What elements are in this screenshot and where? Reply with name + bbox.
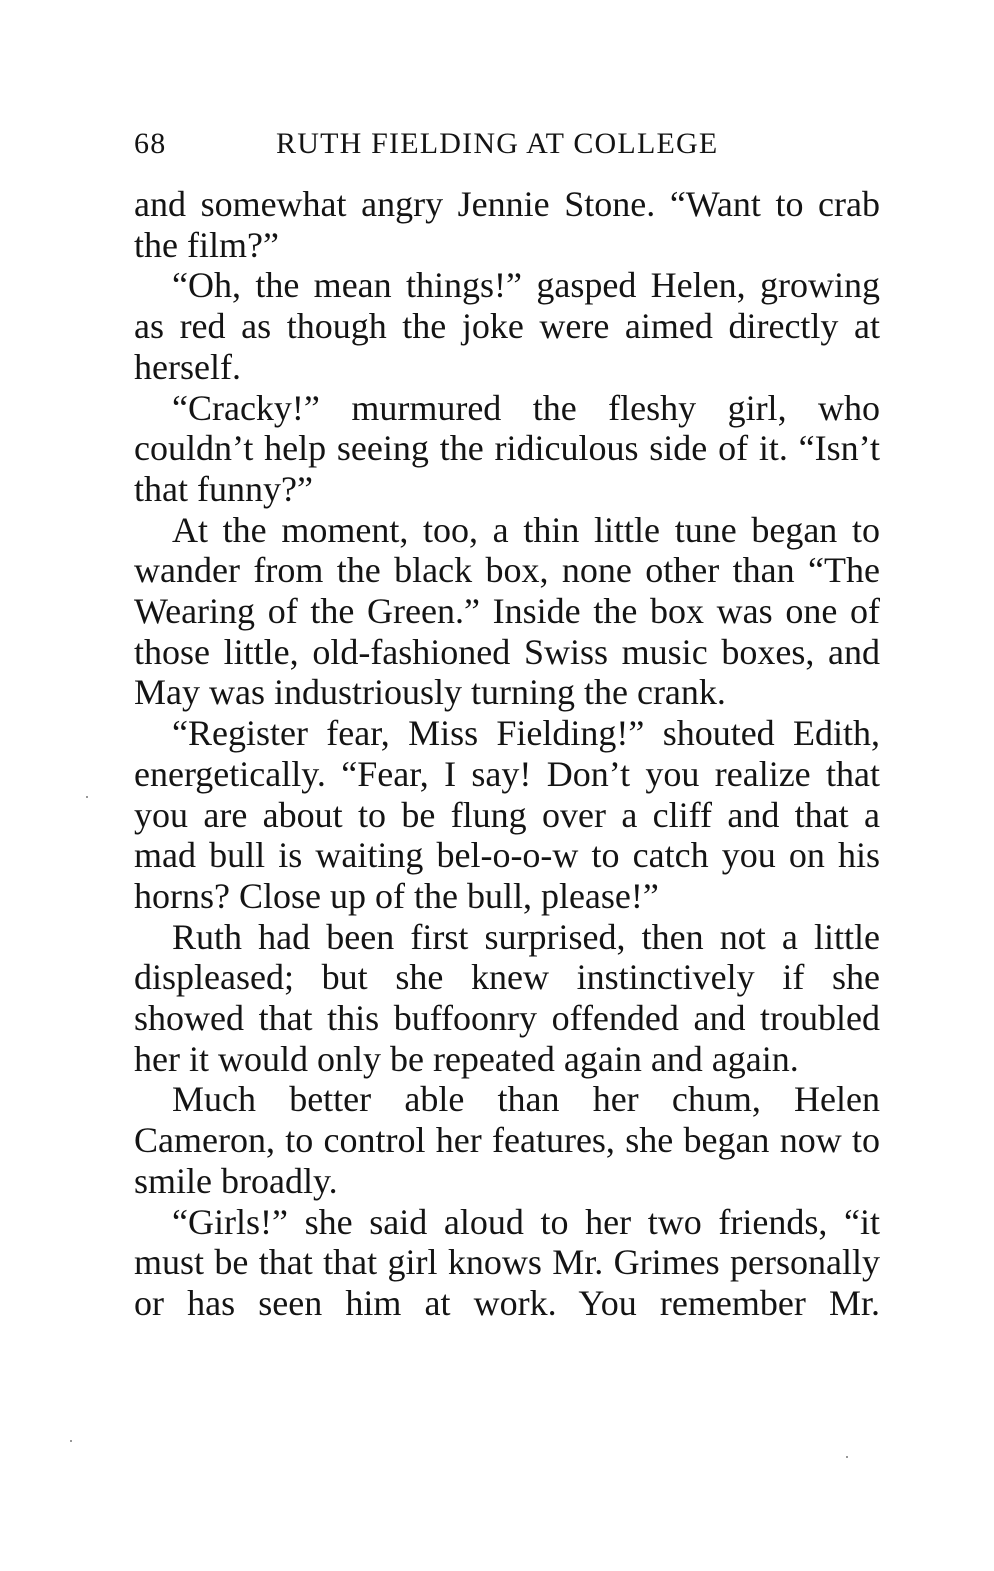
page-number: 68 <box>134 127 167 160</box>
paragraph-continues: “Girls!” she said aloud to her two friends, “it must be that that girl knows Mr. Grimes personally or has seen him at work. You remember Mr. <box>134 1201 880 1323</box>
scan-speck <box>86 796 88 798</box>
paragraph: “Oh, the mean things!” gasped Helen, growing as red as though the joke were aimed directly at herself. <box>134 265 880 387</box>
paragraph: “Cracky!” murmured the fleshy girl, who couldn’t help seeing the ridiculous side of it. “Isn’t that funny?” <box>134 387 880 509</box>
scan-speck <box>70 1440 72 1442</box>
paragraph: Ruth had been first surprised, then not a little displeased; but she knew instinctively if she showed that this buffoonry offended and troubled her it would only be repeated again and again. <box>134 916 880 1079</box>
body-text <box>134 184 880 1324</box>
page-header <box>134 122 880 166</box>
scan-speck <box>846 1456 848 1458</box>
paragraph: “Register fear, Miss Fielding!” shouted Edith, energetically. “Fear, I say! Don’t you realize that you are about to be flung over a cliff and that a mad bull is waiting bel-o-o-w to catch you on his horns? Close up of the bull, please!” <box>134 713 880 916</box>
paragraph: At the moment, too, a thin little tune began to wander from the black box, none other than “The Wearing of the Green.” Inside the box was one of those little, old-fashioned Swiss music boxes, and May was industriously turning the crank. <box>134 509 880 713</box>
paragraph-continued: and somewhat angry Jennie Stone. “Want to crab the film?” <box>134 184 880 265</box>
paragraph: Much better able than her chum, Helen Cameron, to control her features, she began now to smile broadly. <box>134 1079 880 1201</box>
running-title: RUTH FIELDING AT COLLEGE <box>276 127 719 160</box>
